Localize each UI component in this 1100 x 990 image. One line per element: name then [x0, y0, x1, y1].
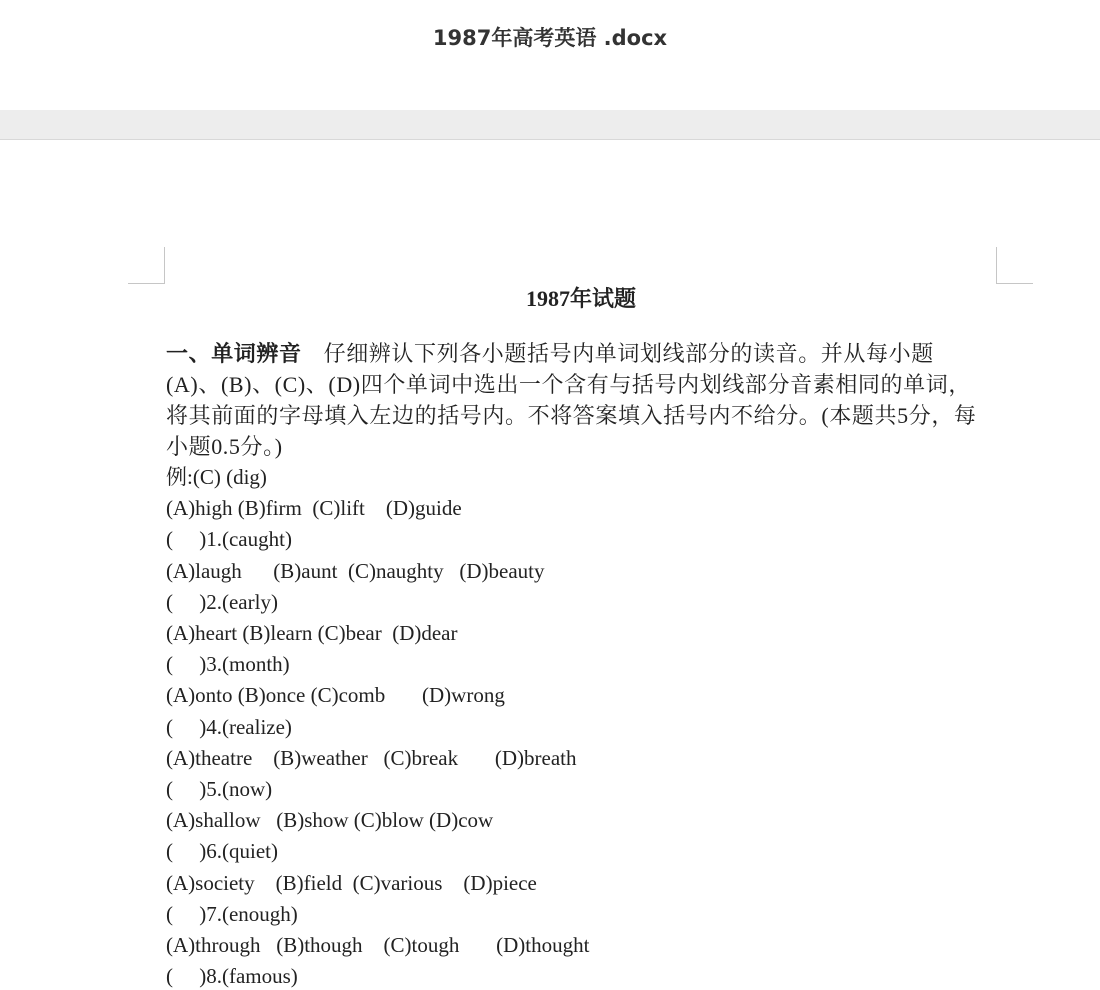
question-line: ( )3.(month) — [166, 652, 290, 677]
title-bar — [0, 0, 1100, 110]
margin-corner-top-left — [128, 247, 165, 284]
question-line: ( )2.(early) — [166, 589, 278, 614]
options-line: (A)society (B)field (C)various (D)piece — [166, 870, 537, 895]
question-line: ( )8.(famous) — [166, 964, 298, 989]
question-line: ( )7.(enough) — [166, 901, 298, 926]
options-line: (A)onto (B)once (C)comb (D)wrong — [166, 683, 505, 708]
example-line: 例:(C) (dig) — [166, 465, 267, 489]
question-line: ( )6.(quiet) — [166, 839, 278, 864]
document-body[interactable] — [166, 284, 996, 990]
options-line: (A)laugh (B)aunt (C)naughty (D)beauty — [166, 558, 545, 583]
section-label: 一、单词辨音 — [166, 341, 302, 366]
options-line: (A)high (B)firm (C)lift (D)guide — [166, 496, 462, 521]
section-instructions — [166, 338, 988, 462]
question-line: ( )4.(realize) — [166, 714, 292, 739]
document-title: 1987年高考英语 .docx — [432, 26, 668, 50]
options-line: (A)theatre (B)weather (C)break (D)breath — [166, 745, 577, 770]
question-line: ( )5.(now) — [166, 777, 273, 802]
toolbar-separator — [0, 110, 1100, 140]
section-instruction-text: 仔细辨认下列各小题括号内单词划线部分的读音。并从每小题(A)、(B)、(C)、(D)四个单词中选出一个含有与括号内划线部分音素相同的单词，将其前面的字母填入左边的括号内。不将答案填入括号内不给分。(本题共5分，每小题0.5分。) — [166, 341, 977, 459]
options-line: (A)through (B)though (C)tough (D)thought — [166, 933, 590, 958]
document-heading: 1987年试题 — [525, 286, 636, 311]
options-line: (A)heart (B)learn (C)bear (D)dear — [166, 621, 458, 646]
margin-corner-top-right — [996, 247, 1033, 284]
document-page[interactable] — [0, 140, 1100, 990]
question-line: ( )1.(caught) — [166, 527, 292, 552]
options-line: (A)shallow (B)show (C)blow (D)cow — [166, 808, 494, 833]
